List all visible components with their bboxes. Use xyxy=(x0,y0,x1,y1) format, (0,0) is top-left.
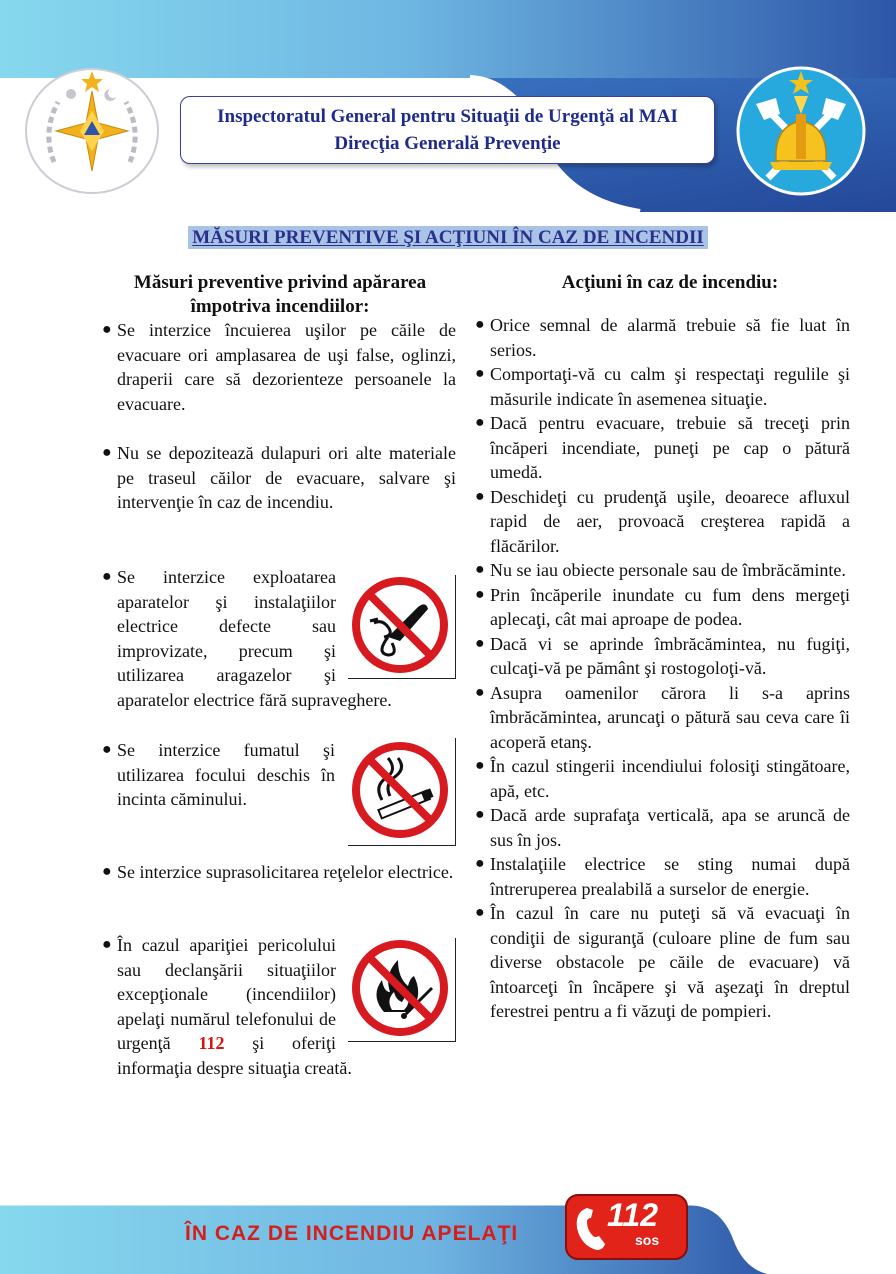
list-item-text: şi oferiţi informaţia despre situaţia creată. xyxy=(117,1033,352,1078)
firefighter-helmet-axes-icon xyxy=(736,66,866,196)
emblem-star-icon xyxy=(24,67,160,195)
list-item-text: Se interzice încuierea uşilor pe căile de evacuare ori amplasarea de uşi false, oglinzi, draperii care să dezorienteze persoanele la evacuare. xyxy=(117,320,456,414)
list-item-text: Dacă pentru evacuare, trebuie să treceţi prin încăperi incendiate, puneţi pe cap o pătură umedă. xyxy=(490,413,850,482)
emblem-logo xyxy=(24,67,160,195)
page-title: MĂSURI PREVENTIVE ŞI ACŢIUNI ÎN CAZ DE INCENDII xyxy=(188,226,708,249)
header-line2: Direcţia Generală Prevenţie xyxy=(334,133,561,154)
footer-text: ÎN CAZ DE INCENDIU APELAŢI xyxy=(185,1222,519,1245)
list-item: ● Instalaţiile electrice se sting numai după întreruperea prealabilă a surselor de energie. xyxy=(475,854,850,899)
list-item: ● Se interzice suprasolicitarea reţelelor electrice. xyxy=(102,862,454,882)
firefighter-emblem xyxy=(736,66,866,196)
list-item-text: Se interzice exploatarea aparatelor şi instalaţiilor electrice defecte sau improvizate, precum şi utilizarea aragazelor şi aparatelor electrice fără supraveghere. xyxy=(117,567,392,710)
list-item: ● Se interzice încuierea uşilor pe căile de evacuare ori amplasarea de uşi false, oglinzi, draperii care să dezorienteze persoanele la evacuare. xyxy=(102,320,456,414)
list-item: ● În cazul stingerii incendiului folosiţi stingătoare, apă, etc. xyxy=(475,756,850,801)
header-line1: Inspectoratul General pentru Situaţii de Urgenţă al MAI xyxy=(217,106,678,127)
list-item-text: Nu se iau obiecte personale sau de îmbrăcăminte. xyxy=(490,560,846,580)
left-heading xyxy=(105,271,455,319)
list-item: ● Asupra oamenilor cărora li s-a aprins îmbrăcămintea, aruncaţi o pătură sau ceva care îi acoperă etanş. xyxy=(475,682,850,752)
list-item-text: Instalaţiile electrice se sting numai după întreruperea prealabilă a surselor de energie. xyxy=(490,854,850,899)
list-item: ● Orice semnal de alarmă trebuie să fie luat în serios. xyxy=(475,315,850,360)
badge-sos: sos xyxy=(635,1232,660,1248)
list-item-text: Deschideţi cu prudenţă uşile, deoarece afluxul rapid de aer, provoacă creşterea rapidă a flăcărilor. xyxy=(490,486,850,556)
list-item: ● În cazul în care nu puteţi să vă evacuaţi în condiţii de siguranţă (culoare pline de fum sau diverse obstacole pe căile de evacuare) vă întoarceţi în încăpere şi vă aşezaţi în dreptul ferestrei pentru a fi văzuţi de pompieri. xyxy=(475,903,850,1021)
list-item-text: În cazul stingerii incendiului folosiţi stingătoare, apă, etc. xyxy=(490,756,850,801)
list-item-text: În cazul apariţiei pericolului sau declanşării situaţiilor excepţionale (incendiilor) apelaţi numărul telefonului de urgenţă xyxy=(117,935,336,1053)
list-item-text: Dacă vi se aprinde îmbrăcămintea, nu fugiţi, culcaţi-vă pe pământ şi rostogoloţi-vă. xyxy=(490,633,850,678)
left-heading-line2: împotriva incendiilor: xyxy=(190,296,370,317)
list-item: ● Prin încăperile inundate cu fum dens mergeţi aplecaţi, cât mai aproape de podea. xyxy=(475,584,850,629)
list-item-text: Dacă arde suprafaţa verticală, apa se aruncă de sus în jos. xyxy=(490,805,850,850)
emergency-badge xyxy=(563,1192,690,1262)
list-item-text: Comportaţi-vă cu calm şi respectaţi regulile şi măsurile indicate în asemenea situaţie. xyxy=(490,364,850,409)
right-list xyxy=(475,313,850,1024)
right-heading: Acţiuni în caz de incendiu: xyxy=(561,272,779,293)
no-smoking-sign xyxy=(348,738,456,846)
list-item: ● Deschideţi cu prudenţă uşile, deoarece afluxul rapid de aer, provoacă creşterea rapidă a flăcărilor. xyxy=(475,486,850,556)
list-item-text: Se interzice suprasolicitarea reţelelor electrice. xyxy=(117,862,454,882)
list-item-text: Orice semnal de alarmă trebuie să fie luat în serios. xyxy=(490,315,850,360)
list-item: ● Nu se iau obiecte personale sau de îmbrăcăminte. xyxy=(475,560,846,580)
header-box xyxy=(180,96,715,164)
list-item-text: Prin încăperile inundate cu fum dens mergeţi aplecaţi, cât mai aproape de podea. xyxy=(490,584,850,629)
list-item-text-block xyxy=(117,933,456,1080)
list-item-text: Nu se depozitează dulapuri ori alte materiale pe traseul căilor de evacuare, salvare şi intervenţie în caz de incendiu. xyxy=(117,443,456,512)
list-item: ● Nu se depozitează dulapuri ori alte materiale pe traseul căilor de evacuare, salvare şi intervenţie în caz de incendiu. xyxy=(102,443,456,512)
left-heading-line1: Măsuri preventive privind apărarea xyxy=(133,272,427,293)
list-item-text: Asupra oamenilor cărora li s-a aprins îmbrăcămintea, aruncaţi o pătură sau ceva care îi acoperă etanş. xyxy=(490,682,850,752)
badge-number: 112 xyxy=(607,1197,659,1233)
no-smoking-icon xyxy=(348,738,452,842)
list-item-text: Se interzice fumatul şi utilizarea focului deschis în incinta căminului. xyxy=(117,740,335,809)
list-item: ● Se interzice fumatul şi utilizarea focului deschis în incinta căminului. xyxy=(102,740,335,809)
list-item-text-block xyxy=(117,565,456,712)
list-item: ● Dacă pentru evacuare, trebuie să treceţi prin încăperi incendiate, puneţi pe cap o pătură umedă. xyxy=(475,413,850,482)
emergency-number: 112 xyxy=(198,1033,225,1053)
list-item: ● Dacă vi se aprinde îmbrăcămintea, nu fugiţi, culcaţi-vă pe pământ şi rostogoloţi-vă. xyxy=(475,633,850,678)
list-item-text: În cazul în care nu puteţi să vă evacuaţi în condiţii de siguranţă (culoare pline de fum sau diverse obstacole pe căile de evacuare) vă întoarceţi în încăpere şi vă aşezaţi în dreptul ferestrei pentru a fi văzuţi de pompieri. xyxy=(490,903,850,1021)
list-item: ● Comportaţi-vă cu calm şi respectaţi regulile şi măsurile indicate în asemenea situaţie. xyxy=(475,364,850,409)
list-item: ● Dacă arde suprafaţa verticală, apa se aruncă de sus în jos. xyxy=(475,805,850,850)
